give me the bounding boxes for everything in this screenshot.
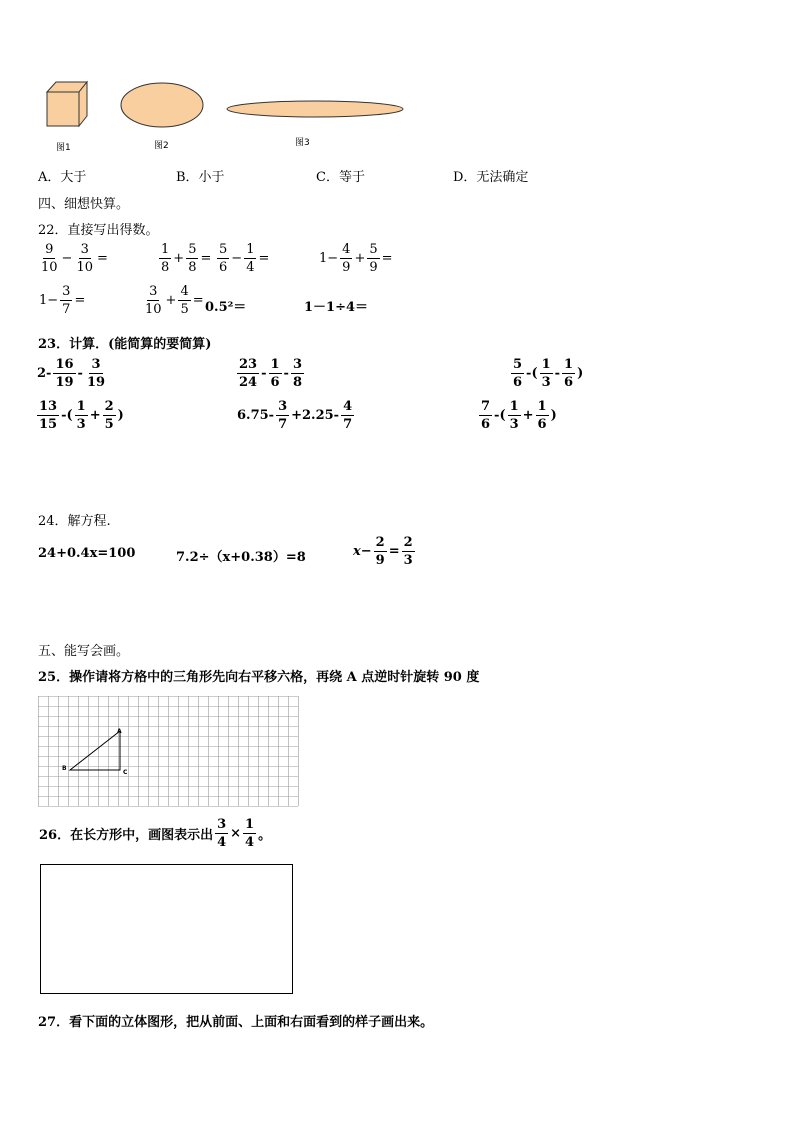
point-b-label: B (62, 765, 67, 772)
solid-figures (40, 78, 440, 153)
square-grid (38, 696, 300, 808)
q23-expr-6: $\frac{7}{6}$ -( $\frac{1}{3}$ + $\frac{1}{6}$ ) (481, 399, 557, 432)
q22-expr-1: $\frac{9}{10}$ − $\frac{3}{10}$ = (41, 242, 108, 275)
q26-title: 26．在长方形中，画图表示出 $\frac{3}{4}$ × $\frac{1}{4}$ 。 (39, 817, 272, 850)
q23-expr-1: 2- $\frac{16}{19}$ - $\frac{3}{19}$ (37, 357, 106, 390)
q22-title: 22．直接写出得数。 (38, 223, 159, 238)
q23-expr-2: $\frac{23}{24}$ - $\frac{1}{6}$ - $\frac{3}{8}$ (239, 357, 302, 390)
choice-c: C．等于 (316, 170, 365, 185)
choice-b: B．小于 (176, 170, 225, 185)
q23-expr-4: $\frac{13}{15}$ -( $\frac{1}{3}$ + $\frac{2}{5}$ ) (39, 399, 124, 432)
triangle-abc (70, 731, 120, 770)
fig1-label: 图1 (56, 143, 71, 153)
section4-title: 四、细想快算。 (38, 197, 130, 212)
q22-expr-2: $\frac{1}{8}$ + $\frac{5}{8}$ = (161, 242, 212, 275)
point-a-label: A (117, 728, 122, 735)
q24-title: 24．解方程. (38, 514, 111, 529)
q23-expr-3: $\frac{5}{6}$ -( $\frac{1}{3}$ - $\frac{1}{6}$ ) (513, 357, 584, 390)
q22-expr-7: 0.5²＝ (205, 300, 247, 315)
fig3-label: 图3 (295, 138, 310, 148)
choice-a: A．大于 (38, 170, 87, 185)
choice-d: D．无法确定 (453, 170, 529, 185)
fig2-label: 图2 (154, 141, 169, 151)
q23-title: 23．计算．(能简算的要简算) (38, 337, 212, 352)
q25-title: 25．操作请将方格中的三角形先向右平移六格，再绕 A 点逆时针旋转 90 度 (38, 670, 480, 685)
section5-title: 五、能写会画。 (38, 644, 130, 659)
ellipse-figure (121, 83, 203, 127)
q22-expr-8: 1－1÷4＝ (304, 300, 369, 315)
q24-equation-3: x− $\frac{2}{9}$ = $\frac{2}{3}$ (353, 535, 413, 568)
grid-lines (38, 696, 299, 807)
point-c-label: C (123, 769, 128, 776)
q24-equation-2: 7.2÷（x+0.38）=8 (176, 550, 306, 565)
q22-expr-4: 1− $\frac{4}{9}$ + $\frac{5}{9}$ = (319, 242, 393, 275)
cube-figure (47, 82, 87, 126)
q23-expr-5: 6.75- $\frac{3}{7}$ +2.25- $\frac{4}{7}$ (237, 399, 353, 432)
q24-equation-1: 24+0.4x=100 (38, 546, 136, 561)
flat-ellipse-figure (227, 101, 403, 117)
q22-expr-3: $\frac{5}{6}$ − $\frac{1}{4}$ = (219, 242, 270, 275)
q22-expr-5: 1− $\frac{3}{7}$ = (39, 284, 86, 317)
q27-title: 27．看下面的立体图形，把从前面、上面和右面看到的样子画出来。 (38, 1015, 434, 1030)
q22-expr-6: $\frac{3}{10}$ + $\frac{4}{5}$ = (145, 284, 204, 317)
drawing-rectangle[interactable] (40, 864, 293, 994)
